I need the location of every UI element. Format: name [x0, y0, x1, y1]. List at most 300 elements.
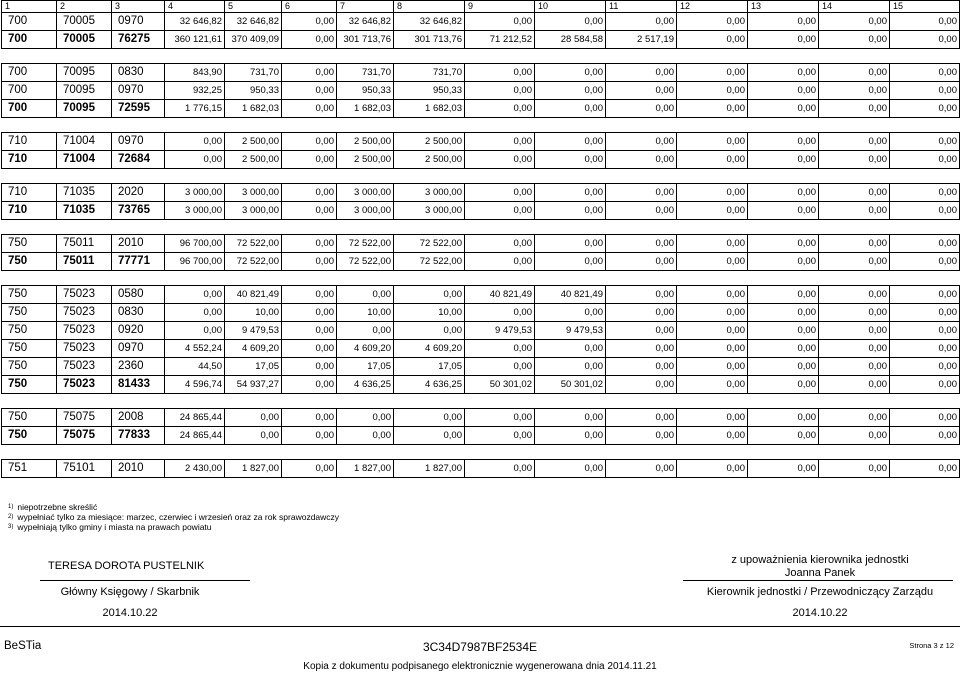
amount-cell: 3 000,00 — [337, 184, 394, 202]
column-number: 2 — [57, 1, 112, 13]
table-row — [2, 64, 960, 82]
amount-cell: 0,00 — [748, 151, 819, 169]
chapter-code: 71035 — [57, 202, 112, 220]
paragraph-code: 2008 — [112, 409, 165, 427]
amount-cell: 0,00 — [748, 376, 819, 394]
amount-cell: 96 700,00 — [165, 253, 225, 271]
amount-cell: 0,00 — [819, 304, 890, 322]
amount-cell: 731,70 — [394, 64, 465, 82]
amount-cell: 0,00 — [748, 460, 819, 478]
amount-cell: 0,00 — [890, 151, 960, 169]
table-row — [2, 184, 960, 202]
paragraph-code: 2010 — [112, 460, 165, 478]
amount-cell: 0,00 — [819, 235, 890, 253]
column-number: 13 — [748, 1, 819, 13]
division-code: 751 — [2, 460, 57, 478]
amount-cell: 72 522,00 — [394, 235, 465, 253]
amount-cell: 0,00 — [465, 151, 535, 169]
table-row — [2, 13, 960, 31]
table-row — [2, 460, 960, 478]
amount-cell: 0,00 — [677, 100, 748, 118]
accountant-name: TERESA DOROTA PUSTELNIK — [48, 560, 205, 572]
amount-cell: 0,00 — [606, 184, 677, 202]
footnote-text: wypełniać tylko za miesiące: marzec, czerwiec i wrzesień oraz za rok sprawozdawczy — [17, 512, 340, 522]
amount-cell: 0,00 — [677, 322, 748, 340]
amount-cell: 0,00 — [282, 100, 337, 118]
amount-cell: 0,00 — [890, 427, 960, 445]
chapter-code: 70095 — [57, 100, 112, 118]
amount-cell: 0,00 — [606, 409, 677, 427]
amount-cell: 0,00 — [819, 82, 890, 100]
division-code: 700 — [2, 100, 57, 118]
amount-cell: 2 500,00 — [337, 151, 394, 169]
amount-cell: 0,00 — [282, 460, 337, 478]
amount-cell: 32 646,82 — [165, 13, 225, 31]
division-code: 700 — [2, 31, 57, 49]
amount-cell: 71 212,52 — [465, 31, 535, 49]
amount-cell: 0,00 — [465, 133, 535, 151]
amount-cell: 0,00 — [677, 304, 748, 322]
amount-cell: 0,00 — [535, 235, 606, 253]
amount-cell: 0,00 — [677, 286, 748, 304]
amount-cell: 10,00 — [337, 304, 394, 322]
amount-cell: 0,00 — [677, 151, 748, 169]
amount-cell: 0,00 — [748, 358, 819, 376]
amount-cell: 0,00 — [282, 235, 337, 253]
amount-cell: 0,00 — [394, 286, 465, 304]
amount-cell: 0,00 — [748, 184, 819, 202]
division-code: 750 — [2, 376, 57, 394]
column-number: 12 — [677, 1, 748, 13]
footer-divider — [0, 626, 960, 627]
amount-cell: 0,00 — [890, 253, 960, 271]
paragraph-code: 0970 — [112, 133, 165, 151]
amount-cell: 0,00 — [606, 322, 677, 340]
amount-cell: 3 000,00 — [165, 202, 225, 220]
amount-cell: 0,00 — [535, 409, 606, 427]
amount-cell: 0,00 — [677, 235, 748, 253]
division-code: 700 — [2, 13, 57, 31]
subtotal-row — [2, 100, 960, 118]
chapter-code: 75023 — [57, 340, 112, 358]
amount-cell: 0,00 — [819, 460, 890, 478]
amount-cell: 50 301,02 — [465, 376, 535, 394]
amount-cell: 0,00 — [282, 82, 337, 100]
amount-cell: 0,00 — [465, 409, 535, 427]
amount-cell: 0,00 — [165, 151, 225, 169]
amount-cell: 1 776,15 — [165, 100, 225, 118]
column-number: 8 — [394, 1, 465, 13]
accountant-signature-line — [40, 580, 250, 581]
amount-cell: 24 865,44 — [165, 427, 225, 445]
footnote — [8, 502, 339, 512]
amount-cell: 0,00 — [394, 409, 465, 427]
amount-cell: 0,00 — [165, 286, 225, 304]
amount-cell: 950,33 — [394, 82, 465, 100]
group-separator — [2, 220, 960, 235]
amount-cell: 0,00 — [465, 340, 535, 358]
amount-cell: 0,00 — [282, 286, 337, 304]
amount-cell: 32 646,82 — [394, 13, 465, 31]
amount-cell: 54 937,27 — [225, 376, 282, 394]
amount-cell: 0,00 — [890, 82, 960, 100]
division-code: 750 — [2, 253, 57, 271]
amount-cell: 17,05 — [394, 358, 465, 376]
amount-cell: 731,70 — [337, 64, 394, 82]
chapter-code: 75023 — [57, 322, 112, 340]
amount-cell: 4 596,74 — [165, 376, 225, 394]
amount-cell: 0,00 — [677, 340, 748, 358]
amount-cell: 0,00 — [465, 358, 535, 376]
amount-cell: 0,00 — [337, 427, 394, 445]
footnote-mark: 2) — [8, 514, 14, 520]
amount-cell: 0,00 — [677, 13, 748, 31]
amount-cell: 0,00 — [890, 376, 960, 394]
amount-cell: 0,00 — [748, 427, 819, 445]
paragraph-code: 0830 — [112, 304, 165, 322]
amount-cell: 72 522,00 — [337, 235, 394, 253]
amount-cell: 0,00 — [606, 202, 677, 220]
amount-cell: 0,00 — [819, 376, 890, 394]
amount-cell: 0,00 — [677, 82, 748, 100]
amount-cell: 0,00 — [465, 184, 535, 202]
amount-cell: 0,00 — [282, 304, 337, 322]
table-row — [2, 358, 960, 376]
column-number: 15 — [890, 1, 960, 13]
amount-cell: 932,25 — [165, 82, 225, 100]
separator-cell — [2, 169, 960, 184]
manager-name: Joanna Panek — [784, 567, 856, 579]
amount-cell: 0,00 — [890, 13, 960, 31]
division-code: 750 — [2, 235, 57, 253]
group-separator — [2, 118, 960, 133]
amount-cell: 0,00 — [819, 13, 890, 31]
copy-note: Kopia z dokumentu podpisanego elektronicznie wygenerowana dnia 2014.11.21 — [303, 661, 657, 672]
division-code: 750 — [2, 427, 57, 445]
amount-cell: 0,00 — [282, 64, 337, 82]
amount-cell: 0,00 — [819, 100, 890, 118]
paragraph-code: 72595 — [112, 100, 165, 118]
amount-cell: 0,00 — [535, 358, 606, 376]
amount-cell: 0,00 — [748, 340, 819, 358]
amount-cell: 0,00 — [282, 184, 337, 202]
paragraph-code: 76275 — [112, 31, 165, 49]
column-number: 10 — [535, 1, 606, 13]
amount-cell: 0,00 — [465, 64, 535, 82]
amount-cell: 360 121,61 — [165, 31, 225, 49]
amount-cell: 0,00 — [819, 253, 890, 271]
footnote — [8, 512, 339, 522]
amount-cell: 0,00 — [535, 13, 606, 31]
chapter-code: 70095 — [57, 64, 112, 82]
chapter-code: 75011 — [57, 235, 112, 253]
amount-cell: 2 500,00 — [225, 133, 282, 151]
amount-cell: 0,00 — [819, 133, 890, 151]
paragraph-code: 0970 — [112, 13, 165, 31]
column-number: 4 — [165, 1, 225, 13]
amount-cell: 0,00 — [535, 82, 606, 100]
table-row — [2, 235, 960, 253]
division-code: 700 — [2, 64, 57, 82]
amount-cell: 0,00 — [677, 376, 748, 394]
amount-cell: 0,00 — [748, 202, 819, 220]
amount-cell: 0,00 — [465, 13, 535, 31]
amount-cell: 0,00 — [748, 13, 819, 31]
paragraph-code: 2020 — [112, 184, 165, 202]
amount-cell: 0,00 — [465, 202, 535, 220]
amount-cell: 0,00 — [606, 376, 677, 394]
amount-cell: 0,00 — [535, 202, 606, 220]
amount-cell: 0,00 — [606, 151, 677, 169]
amount-cell: 2 500,00 — [394, 151, 465, 169]
amount-cell: 0,00 — [535, 304, 606, 322]
amount-cell: 72 522,00 — [394, 253, 465, 271]
amount-cell: 0,00 — [890, 100, 960, 118]
amount-cell: 0,00 — [677, 64, 748, 82]
column-number: 14 — [819, 1, 890, 13]
table-row — [2, 409, 960, 427]
chapter-code: 70005 — [57, 31, 112, 49]
amount-cell: 0,00 — [606, 340, 677, 358]
amount-cell: 10,00 — [225, 304, 282, 322]
paragraph-code: 81433 — [112, 376, 165, 394]
amount-cell: 0,00 — [282, 340, 337, 358]
amount-cell: 0,00 — [890, 64, 960, 82]
group-separator — [2, 271, 960, 286]
amount-cell: 17,05 — [337, 358, 394, 376]
amount-cell: 843,90 — [165, 64, 225, 82]
footnote-mark: 3) — [8, 524, 14, 530]
amount-cell: 0,00 — [282, 133, 337, 151]
division-code: 750 — [2, 322, 57, 340]
amount-cell: 0,00 — [535, 460, 606, 478]
amount-cell: 0,00 — [677, 202, 748, 220]
amount-cell: 0,00 — [890, 133, 960, 151]
division-code: 750 — [2, 358, 57, 376]
amount-cell: 0,00 — [890, 286, 960, 304]
amount-cell: 40 821,49 — [465, 286, 535, 304]
amount-cell: 0,00 — [225, 427, 282, 445]
footnote-mark: 1) — [8, 504, 14, 510]
amount-cell: 0,00 — [282, 202, 337, 220]
chapter-code: 71004 — [57, 133, 112, 151]
amount-cell: 0,00 — [337, 322, 394, 340]
amount-cell: 0,00 — [677, 31, 748, 49]
amount-cell: 0,00 — [748, 322, 819, 340]
table-row — [2, 286, 960, 304]
separator-cell — [2, 445, 960, 460]
amount-cell: 0,00 — [890, 322, 960, 340]
amount-cell: 0,00 — [890, 409, 960, 427]
accountant-date: 2014.10.22 — [102, 607, 158, 619]
amount-cell: 0,00 — [165, 304, 225, 322]
amount-cell: 0,00 — [465, 82, 535, 100]
amount-cell: 0,00 — [606, 286, 677, 304]
amount-cell: 0,00 — [748, 133, 819, 151]
subtotal-row — [2, 427, 960, 445]
amount-cell: 0,00 — [606, 133, 677, 151]
app-name: BeSTia — [4, 640, 42, 652]
amount-cell: 0,00 — [677, 358, 748, 376]
chapter-code: 75023 — [57, 358, 112, 376]
division-code: 750 — [2, 304, 57, 322]
footnotes — [8, 502, 339, 532]
group-separator — [2, 169, 960, 184]
subtotal-row — [2, 376, 960, 394]
chapter-code: 75075 — [57, 427, 112, 445]
amount-cell: 1 827,00 — [337, 460, 394, 478]
manager-date: 2014.10.22 — [792, 607, 848, 619]
column-number: 3 — [112, 1, 165, 13]
separator-cell — [2, 220, 960, 235]
paragraph-code: 0580 — [112, 286, 165, 304]
amount-cell: 0,00 — [748, 253, 819, 271]
amount-cell: 4 636,25 — [337, 376, 394, 394]
amount-cell: 0,00 — [819, 286, 890, 304]
column-number: 11 — [606, 1, 677, 13]
paragraph-code: 2010 — [112, 235, 165, 253]
amount-cell: 0,00 — [748, 82, 819, 100]
authorization-note: z upoważnienia kierownika jednostki — [731, 554, 909, 566]
table-row — [2, 340, 960, 358]
subtotal-row — [2, 202, 960, 220]
amount-cell: 0,00 — [606, 235, 677, 253]
amount-cell: 32 646,82 — [337, 13, 394, 31]
table-row — [2, 82, 960, 100]
column-number: 6 — [282, 1, 337, 13]
amount-cell: 0,00 — [677, 133, 748, 151]
amount-cell: 0,00 — [606, 427, 677, 445]
amount-cell: 0,00 — [282, 322, 337, 340]
amount-cell: 0,00 — [819, 340, 890, 358]
amount-cell: 0,00 — [535, 427, 606, 445]
amount-cell: 4 636,25 — [394, 376, 465, 394]
amount-cell: 9 479,53 — [225, 322, 282, 340]
manager-signature-line — [683, 580, 953, 581]
amount-cell: 0,00 — [535, 100, 606, 118]
amount-cell: 0,00 — [677, 427, 748, 445]
amount-cell: 0,00 — [890, 340, 960, 358]
amount-cell: 0,00 — [748, 304, 819, 322]
amount-cell: 72 522,00 — [225, 235, 282, 253]
amount-cell: 28 584,58 — [535, 31, 606, 49]
amount-cell: 0,00 — [535, 64, 606, 82]
amount-cell: 0,00 — [282, 253, 337, 271]
amount-cell: 0,00 — [748, 100, 819, 118]
amount-cell: 0,00 — [282, 151, 337, 169]
amount-cell: 3 000,00 — [394, 184, 465, 202]
chapter-code: 71035 — [57, 184, 112, 202]
division-code: 750 — [2, 409, 57, 427]
amount-cell: 2 430,00 — [165, 460, 225, 478]
amount-cell: 0,00 — [890, 31, 960, 49]
paragraph-code: 77771 — [112, 253, 165, 271]
amount-cell: 0,00 — [282, 13, 337, 31]
amount-cell: 0,00 — [282, 31, 337, 49]
separator-cell — [2, 49, 960, 64]
document-code: 3C34D7987BF2534E — [422, 640, 538, 654]
amount-cell: 301 713,76 — [337, 31, 394, 49]
column-number: 5 — [225, 1, 282, 13]
amount-cell: 4 609,20 — [337, 340, 394, 358]
chapter-code: 71004 — [57, 151, 112, 169]
amount-cell: 0,00 — [819, 31, 890, 49]
amount-cell: 0,00 — [606, 82, 677, 100]
subtotal-row — [2, 253, 960, 271]
amount-cell: 4 609,20 — [225, 340, 282, 358]
amount-cell: 0,00 — [819, 202, 890, 220]
amount-cell: 2 500,00 — [225, 151, 282, 169]
paragraph-code: 73765 — [112, 202, 165, 220]
amount-cell: 0,00 — [465, 304, 535, 322]
amount-cell: 4 552,24 — [165, 340, 225, 358]
subtotal-row — [2, 151, 960, 169]
amount-cell: 0,00 — [606, 460, 677, 478]
amount-cell: 1 827,00 — [225, 460, 282, 478]
amount-cell: 0,00 — [465, 235, 535, 253]
footnote-text: niepotrzebne skreślić — [17, 502, 98, 512]
paragraph-code: 72684 — [112, 151, 165, 169]
amount-cell: 0,00 — [819, 358, 890, 376]
chapter-code: 75101 — [57, 460, 112, 478]
amount-cell: 0,00 — [890, 235, 960, 253]
amount-cell: 0,00 — [890, 184, 960, 202]
separator-cell — [2, 271, 960, 286]
amount-cell: 950,33 — [337, 82, 394, 100]
group-separator — [2, 49, 960, 64]
amount-cell: 0,00 — [819, 184, 890, 202]
budget-table — [1, 0, 960, 478]
amount-cell: 0,00 — [677, 460, 748, 478]
amount-cell: 0,00 — [890, 202, 960, 220]
paragraph-code: 0920 — [112, 322, 165, 340]
amount-cell: 9 479,53 — [535, 322, 606, 340]
amount-cell: 0,00 — [890, 460, 960, 478]
amount-cell: 0,00 — [535, 253, 606, 271]
separator-cell — [2, 118, 960, 133]
footnote-text: wypełniają tylko gminy i miasta na prawach powiatu — [17, 522, 212, 532]
amount-cell: 2 500,00 — [394, 133, 465, 151]
amount-cell: 0,00 — [819, 151, 890, 169]
amount-cell: 0,00 — [465, 100, 535, 118]
amount-cell: 0,00 — [677, 184, 748, 202]
amount-cell: 9 479,53 — [465, 322, 535, 340]
amount-cell: 32 646,82 — [225, 13, 282, 31]
amount-cell: 0,00 — [282, 427, 337, 445]
amount-cell: 96 700,00 — [165, 235, 225, 253]
division-code: 710 — [2, 202, 57, 220]
amount-cell: 3 000,00 — [337, 202, 394, 220]
paragraph-code: 77833 — [112, 427, 165, 445]
amount-cell: 0,00 — [677, 253, 748, 271]
amount-cell: 0,00 — [748, 409, 819, 427]
amount-cell: 0,00 — [606, 304, 677, 322]
amount-cell: 0,00 — [282, 409, 337, 427]
amount-cell: 0,00 — [748, 64, 819, 82]
chapter-code: 70095 — [57, 82, 112, 100]
amount-cell: 0,00 — [819, 409, 890, 427]
amount-cell: 0,00 — [819, 427, 890, 445]
amount-cell: 72 522,00 — [337, 253, 394, 271]
page-number: Strona 3 z 12 — [909, 641, 954, 650]
amount-cell: 0,00 — [819, 64, 890, 82]
chapter-code: 70005 — [57, 13, 112, 31]
amount-cell: 2 500,00 — [337, 133, 394, 151]
amount-cell: 1 682,03 — [394, 100, 465, 118]
amount-cell: 0,00 — [165, 322, 225, 340]
amount-cell: 731,70 — [225, 64, 282, 82]
amount-cell: 0,00 — [535, 151, 606, 169]
